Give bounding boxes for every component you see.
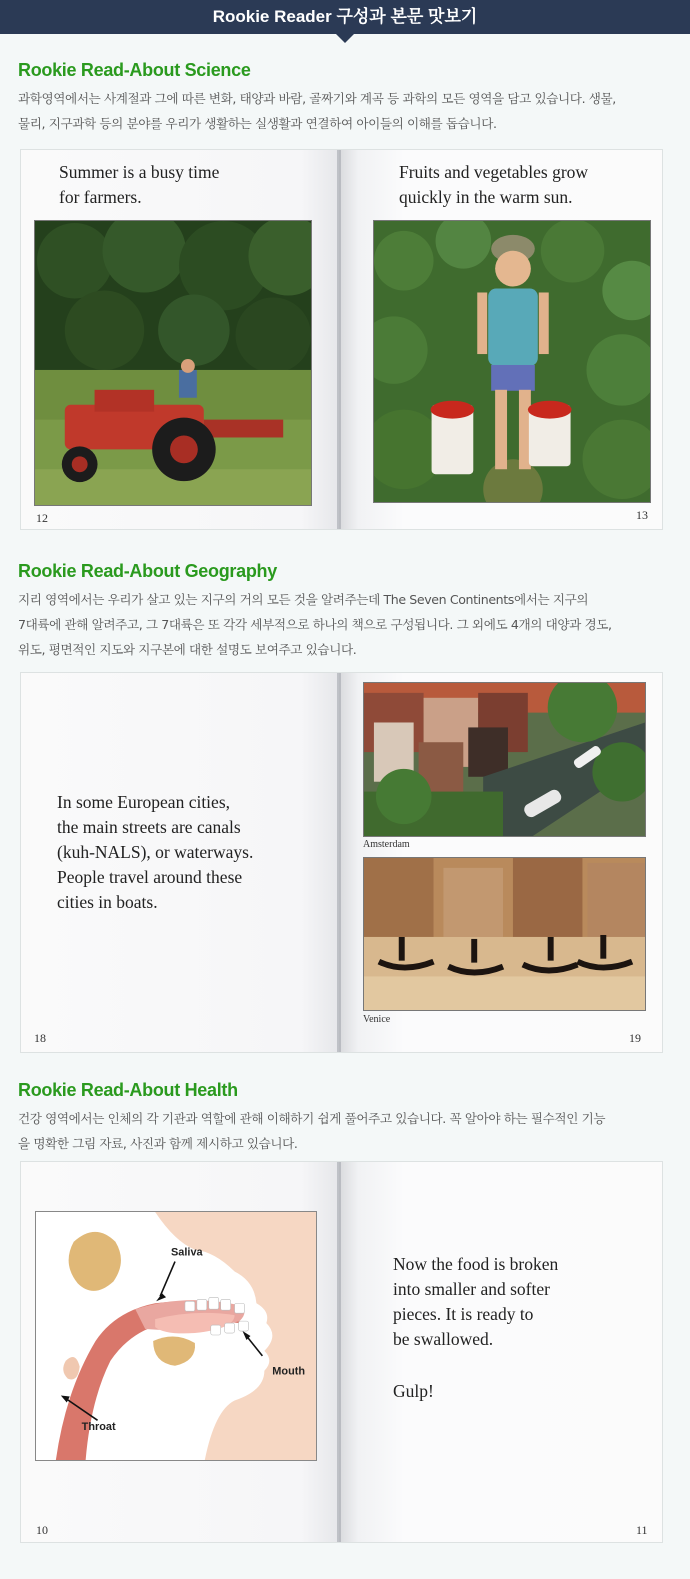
photo-caption-venice: Venice xyxy=(363,1014,391,1025)
digestion-diagram xyxy=(35,1211,317,1461)
page-number: 18 xyxy=(34,1031,46,1045)
header-pointer-icon xyxy=(336,34,354,43)
book-gutter xyxy=(337,1162,341,1542)
book-exclaim-text: Gulp! xyxy=(393,1381,434,1401)
section-description-science: 과학영역에서는 사계절과 그에 따른 변화, 태양과 바람, 골짜기와 계곡 등 과학의 모든 영역을 담고 있습니다. 생물, 물리, 지구과학 등의 분야를 우리가 생활하는 실생활과 연결하여 아이들의 이해를 돕습니다. xyxy=(18,91,616,131)
book-page-text: In some European cities, the main streets are canals (kuh-NALS), or waterways. People travel around these cities in boats. xyxy=(57,792,254,912)
book-page-right xyxy=(339,1162,663,1542)
book-spread-health xyxy=(20,1161,663,1543)
diagram-label-mouth: Mouth xyxy=(272,1365,306,1378)
book-gutter xyxy=(337,150,341,529)
book-page-right xyxy=(339,150,663,529)
book-spread-geography xyxy=(20,672,663,1053)
section-title-health: Rookie Read-About Health xyxy=(18,1080,238,1100)
venice-photo xyxy=(363,857,646,1011)
section-description-health: 건강 영역에서는 인체의 각 기관과 역할에 관해 이해하기 쉽게 풀어주고 있습니다. 꼭 알아야 하는 필수적인 기능 을 명확한 그림 자료, 사진과 함께 제시하고 있습니다. xyxy=(18,1111,606,1151)
page-number: 11 xyxy=(636,1523,648,1537)
book-page-left xyxy=(21,150,339,529)
section-title-geography: Rookie Read-About Geography xyxy=(18,561,277,581)
book-page-text: Summer is a busy time for farmers. xyxy=(59,162,220,207)
book-spread-science xyxy=(20,149,663,530)
page-number: 10 xyxy=(36,1523,48,1537)
diagram-label-throat: Throat xyxy=(81,1421,116,1434)
section-description-geography: 지리 영역에서는 우리가 살고 있는 지구의 거의 모든 것을 알려주는데 The Seven Continents에서는 지구의 7대륙에 관해 알려주고, 그 7대륙은 또 각각 세부적으로 하나의 책으로 구성됩니다. 그 외에도 4개의 대양과 경도, 위도, 평면적인 지도와 지구본에 대한 설명도 보여주고 있습니다. xyxy=(18,592,612,657)
page-number: 13 xyxy=(636,508,648,522)
header-title: Rookie Reader 구성과 본문 맛보기 xyxy=(212,7,478,26)
amsterdam-photo xyxy=(363,682,646,837)
section-title-science: Rookie Read-About Science xyxy=(18,60,251,80)
page-number: 12 xyxy=(36,511,48,525)
book-page-text: Now the food is broken into smaller and softer pieces. It is ready to be swallowed. Gulp! xyxy=(393,1252,558,1404)
boy-strawberries-photo xyxy=(373,220,651,503)
tractor-photo xyxy=(34,220,312,506)
book-page-text: Fruits and vegetables grow quickly in the warm sun. xyxy=(399,162,589,207)
diagram-label-saliva: Saliva xyxy=(171,1246,203,1259)
page-number: 19 xyxy=(629,1031,641,1045)
book-page-left xyxy=(21,673,339,1052)
book-gutter xyxy=(337,673,341,1052)
book-page-left xyxy=(21,1162,339,1542)
book-page-right xyxy=(339,673,663,1052)
photo-caption-amsterdam: Amsterdam xyxy=(363,839,410,850)
page-header xyxy=(0,0,690,34)
